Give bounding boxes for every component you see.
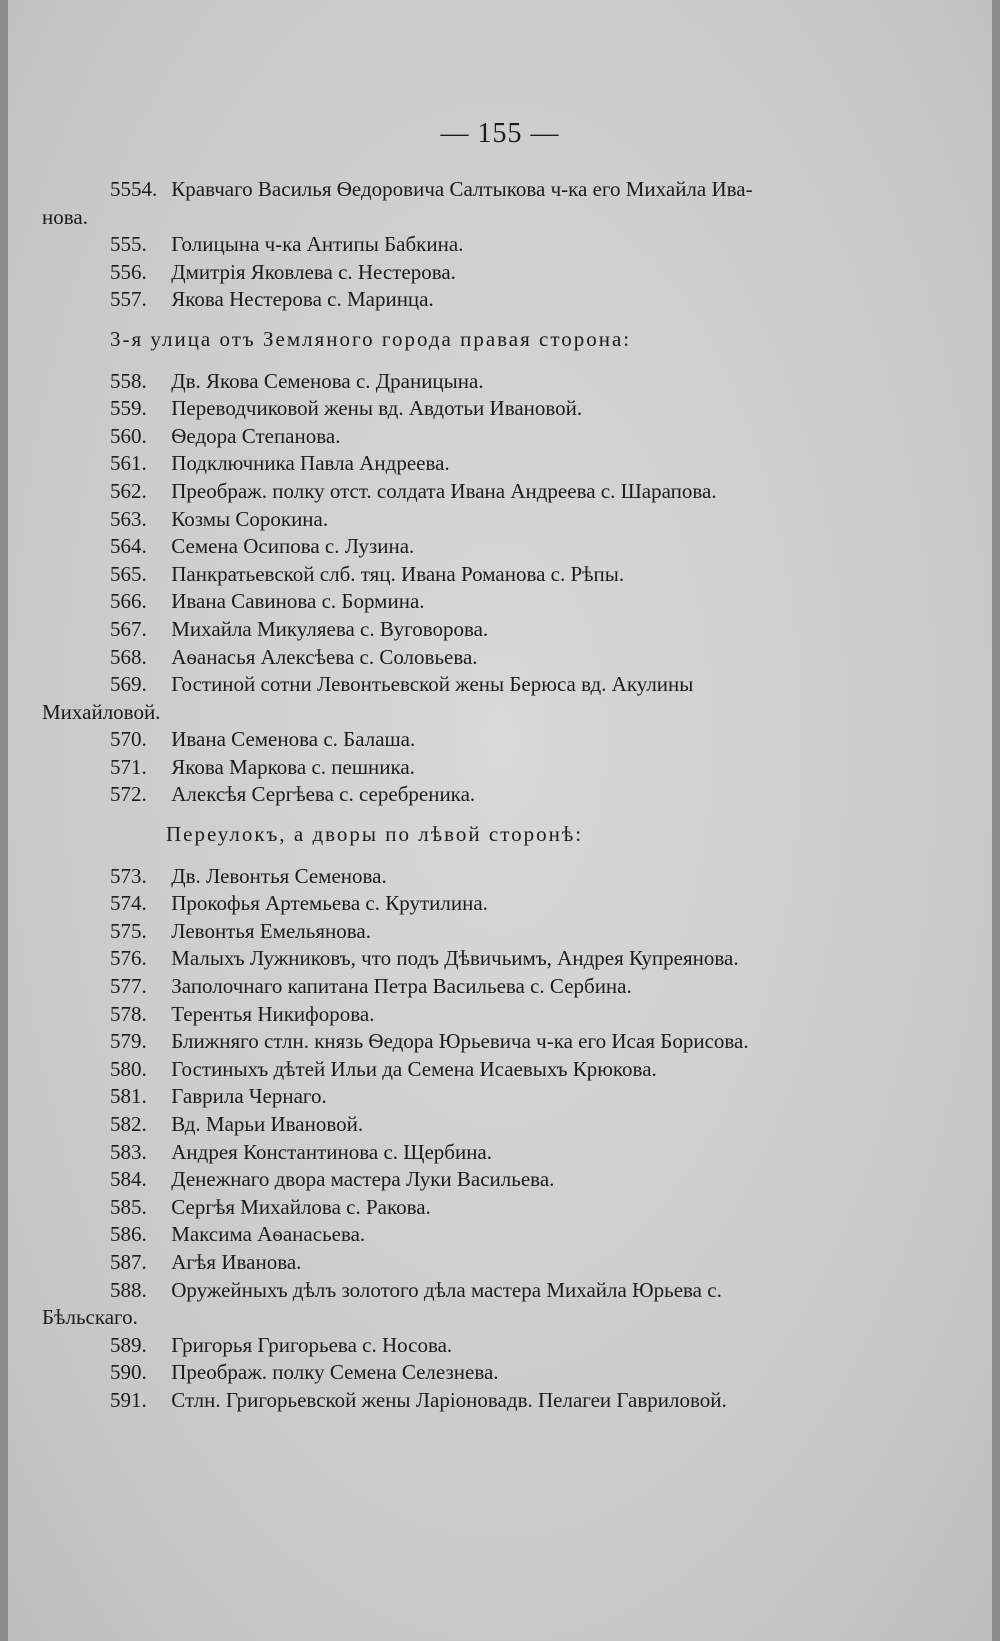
entry-number: 578. [110, 1001, 147, 1026]
entry-text: Ближняго стлн. князь Ѳедора Юрьевича ч-ка его Исая Борисова. [171, 1029, 749, 1054]
entry-text: Гаврила Чернаго. [171, 1084, 327, 1109]
entry-text: Вд. Марьи Ивановой. [171, 1112, 364, 1136]
entry-number: 579. [110, 1029, 147, 1054]
entry-text: Ѳедора Степанова. [171, 423, 341, 448]
entry-line [42, 1277, 822, 1305]
entry-line [42, 1056, 822, 1084]
entry-number: 576. [110, 946, 147, 971]
entry-number: 573. [110, 863, 147, 888]
entry-number: 570. [110, 727, 147, 752]
entry-text: Андрея Константинова с. Щербина. [171, 1139, 493, 1164]
entry-text: Подключника Павла Андреева. [171, 451, 450, 476]
entry-line [42, 1083, 822, 1111]
entry-line [42, 1387, 822, 1415]
entry-line [42, 588, 822, 616]
entries-block-1 [42, 176, 822, 314]
entry-text: Малыхъ Лужниковъ, что подъ Дѣвичьимъ, Андрея Купреянова. [171, 946, 739, 971]
entry-text: Максима Аѳанасьева. [171, 1222, 366, 1247]
section-heading-2: Переулокъ, а дворы по лѣвой сторонѣ: [166, 822, 584, 847]
page-number: — 155 — [440, 118, 560, 149]
entry-text: Гостиной сотни Левонтьевской жены Берюса вд. Акулины [171, 672, 694, 697]
entry-number: 567. [110, 616, 147, 641]
entry-line [42, 1332, 822, 1360]
entry-text: Агѣя Иванова. [171, 1249, 302, 1274]
entry-continuation: Бѣльскаго. [42, 1305, 138, 1330]
entry-line [42, 1221, 822, 1249]
entry-number: 561. [110, 451, 147, 476]
entry-number: 588. [110, 1277, 147, 1302]
entry-text: Дмитрія Яковлева с. Нестерова. [171, 259, 456, 284]
entry-line [42, 259, 822, 287]
entry-text: Сергѣя Михайлова с. Ракова. [171, 1194, 431, 1219]
entry-text: Левонтья Емельянова. [171, 918, 371, 943]
entry-number: 586. [110, 1222, 147, 1247]
entry-number: 562. [110, 478, 147, 503]
entry-text: Терентья Никифорова. [171, 1001, 375, 1026]
entry-line [42, 1359, 822, 1387]
entry-line [42, 726, 822, 754]
entry-number: 577. [110, 974, 147, 999]
entry-number: 568. [110, 644, 147, 669]
entries-block-2 [42, 368, 822, 810]
entry-line [42, 616, 822, 644]
entry-number: 558. [110, 368, 147, 393]
entry-text: Ивана Семенова с. Балаша. [171, 727, 416, 752]
entry-number: 563. [110, 506, 147, 531]
entry-number: 557. [110, 287, 147, 312]
entry-number: 566. [110, 589, 147, 614]
entry-line [42, 395, 822, 423]
entry-text: Михайла Микуляева с. Вуговорова. [171, 616, 489, 641]
entry-line [42, 286, 822, 314]
entry-text: Преображ. полку Семена Селезнева. [171, 1360, 499, 1385]
entry-number: 572. [110, 782, 147, 807]
entry-continuation: Михайловой. [42, 699, 161, 724]
entry-number: 555. [110, 232, 147, 257]
entry-line [42, 1001, 822, 1029]
entry-number: 575. [110, 918, 147, 943]
entry-number: 591. [110, 1387, 147, 1412]
entry-number: 571. [110, 754, 147, 779]
entry-line [42, 1166, 822, 1194]
document-body [42, 176, 822, 1415]
entry-line [42, 561, 822, 589]
entry-line [42, 754, 822, 782]
entry-number: 589. [110, 1332, 147, 1357]
entry-text: Голицына ч-ка Антипы Бабкина. [171, 232, 464, 257]
entry-number: 581. [110, 1084, 147, 1109]
entry-number: 587. [110, 1249, 147, 1274]
entry-text: Дв. Левонтья Семенова. [171, 863, 387, 888]
entry-text: Оружейныхъ дѣлъ золотого дѣла мастера Михайла Юрьева с. [171, 1277, 722, 1302]
entry-text: Алексѣя Сергѣева с. серебреника. [171, 782, 476, 807]
entry-text: Якова Маркова с. пешника. [171, 754, 415, 779]
entry-line [42, 671, 822, 699]
entry-number: 590. [110, 1360, 147, 1385]
entry-number: 560. [110, 423, 147, 448]
entry-text: Аѳанасья Алексѣева с. Соловьева. [171, 644, 478, 669]
entry-number: 584. [110, 1167, 147, 1192]
entry-number: 559. [110, 396, 147, 421]
entry-text: Прокофья Артемьева с. Крутилина. [171, 891, 488, 916]
entry-line [42, 478, 822, 506]
entry-text: Преображ. полку отст. солдата Ивана Андреева с. Шарапова. [171, 478, 717, 503]
entry-text: Григорья Григорьева с. Носова. [171, 1332, 453, 1357]
entry-number: 580. [110, 1056, 147, 1081]
entry-continuation: нова. [42, 204, 88, 229]
entry-text: Переводчиковой жены вд. Авдотьи Ивановой. [171, 396, 583, 421]
entry-text: Гостиныхъ дѣтей Ильи да Семена Исаевыхъ Крюкова. [171, 1056, 657, 1081]
entry-line [42, 890, 822, 918]
entry-line [42, 506, 822, 534]
section-heading-1: 3-я улица отъ Земляного города правая сторона: [110, 326, 632, 351]
entry-text: Семена Осипова с. Лузина. [171, 534, 415, 559]
entry-number: 5554. [110, 177, 158, 201]
entry-line [42, 368, 822, 396]
entries-block-3 [42, 863, 822, 1415]
entry-number: 564. [110, 534, 147, 559]
entry-number: 583. [110, 1139, 147, 1164]
entry-line [42, 945, 822, 973]
entry-line [42, 973, 822, 1001]
entry-text: Дв. Якова Семенова с. Драницына. [171, 368, 484, 393]
entry-line [42, 918, 822, 946]
entry-text: Панкратьевской слб. тяц. Ивана Романова с. Рѣпы. [171, 561, 625, 586]
entry-line [42, 1249, 822, 1277]
entry-line [42, 1194, 822, 1222]
entry-line [42, 644, 822, 672]
entry-line [42, 176, 822, 204]
entry-text: Якова Нестерова с. Маринца. [171, 287, 434, 312]
entry-number: 582. [110, 1112, 147, 1136]
entry-line [42, 1028, 822, 1056]
entry-line [42, 1111, 822, 1139]
entry-line [42, 863, 822, 891]
entry-text: Заполочнаго капитана Петра Васильева с. Сербина. [171, 974, 632, 999]
entry-line [42, 423, 822, 451]
entry-line [42, 1139, 822, 1167]
entry-number: 574. [110, 891, 147, 916]
entry-text: Денежнаго двора мастера Луки Васильева. [171, 1167, 555, 1192]
entry-number: 556. [110, 259, 147, 284]
entry-text: Кравчаго Василья Ѳедоровича Салтыкова ч-ка его Михайла Ива- [171, 177, 753, 201]
entry-number: 565. [110, 561, 147, 586]
entry-line [42, 533, 822, 561]
entry-line [42, 231, 822, 259]
document-page [8, 0, 992, 1641]
entry-text: Стлн. Григорьевской жены Ларіоновадв. Пелагеи Гавриловой. [171, 1387, 727, 1412]
entry-line [42, 450, 822, 478]
entry-text: Козмы Сорокина. [171, 506, 329, 531]
entry-line [42, 781, 822, 809]
entry-number: 585. [110, 1194, 147, 1219]
entry-number: 569. [110, 672, 147, 697]
entry-text: Ивана Савинова с. Бормина. [171, 589, 425, 614]
